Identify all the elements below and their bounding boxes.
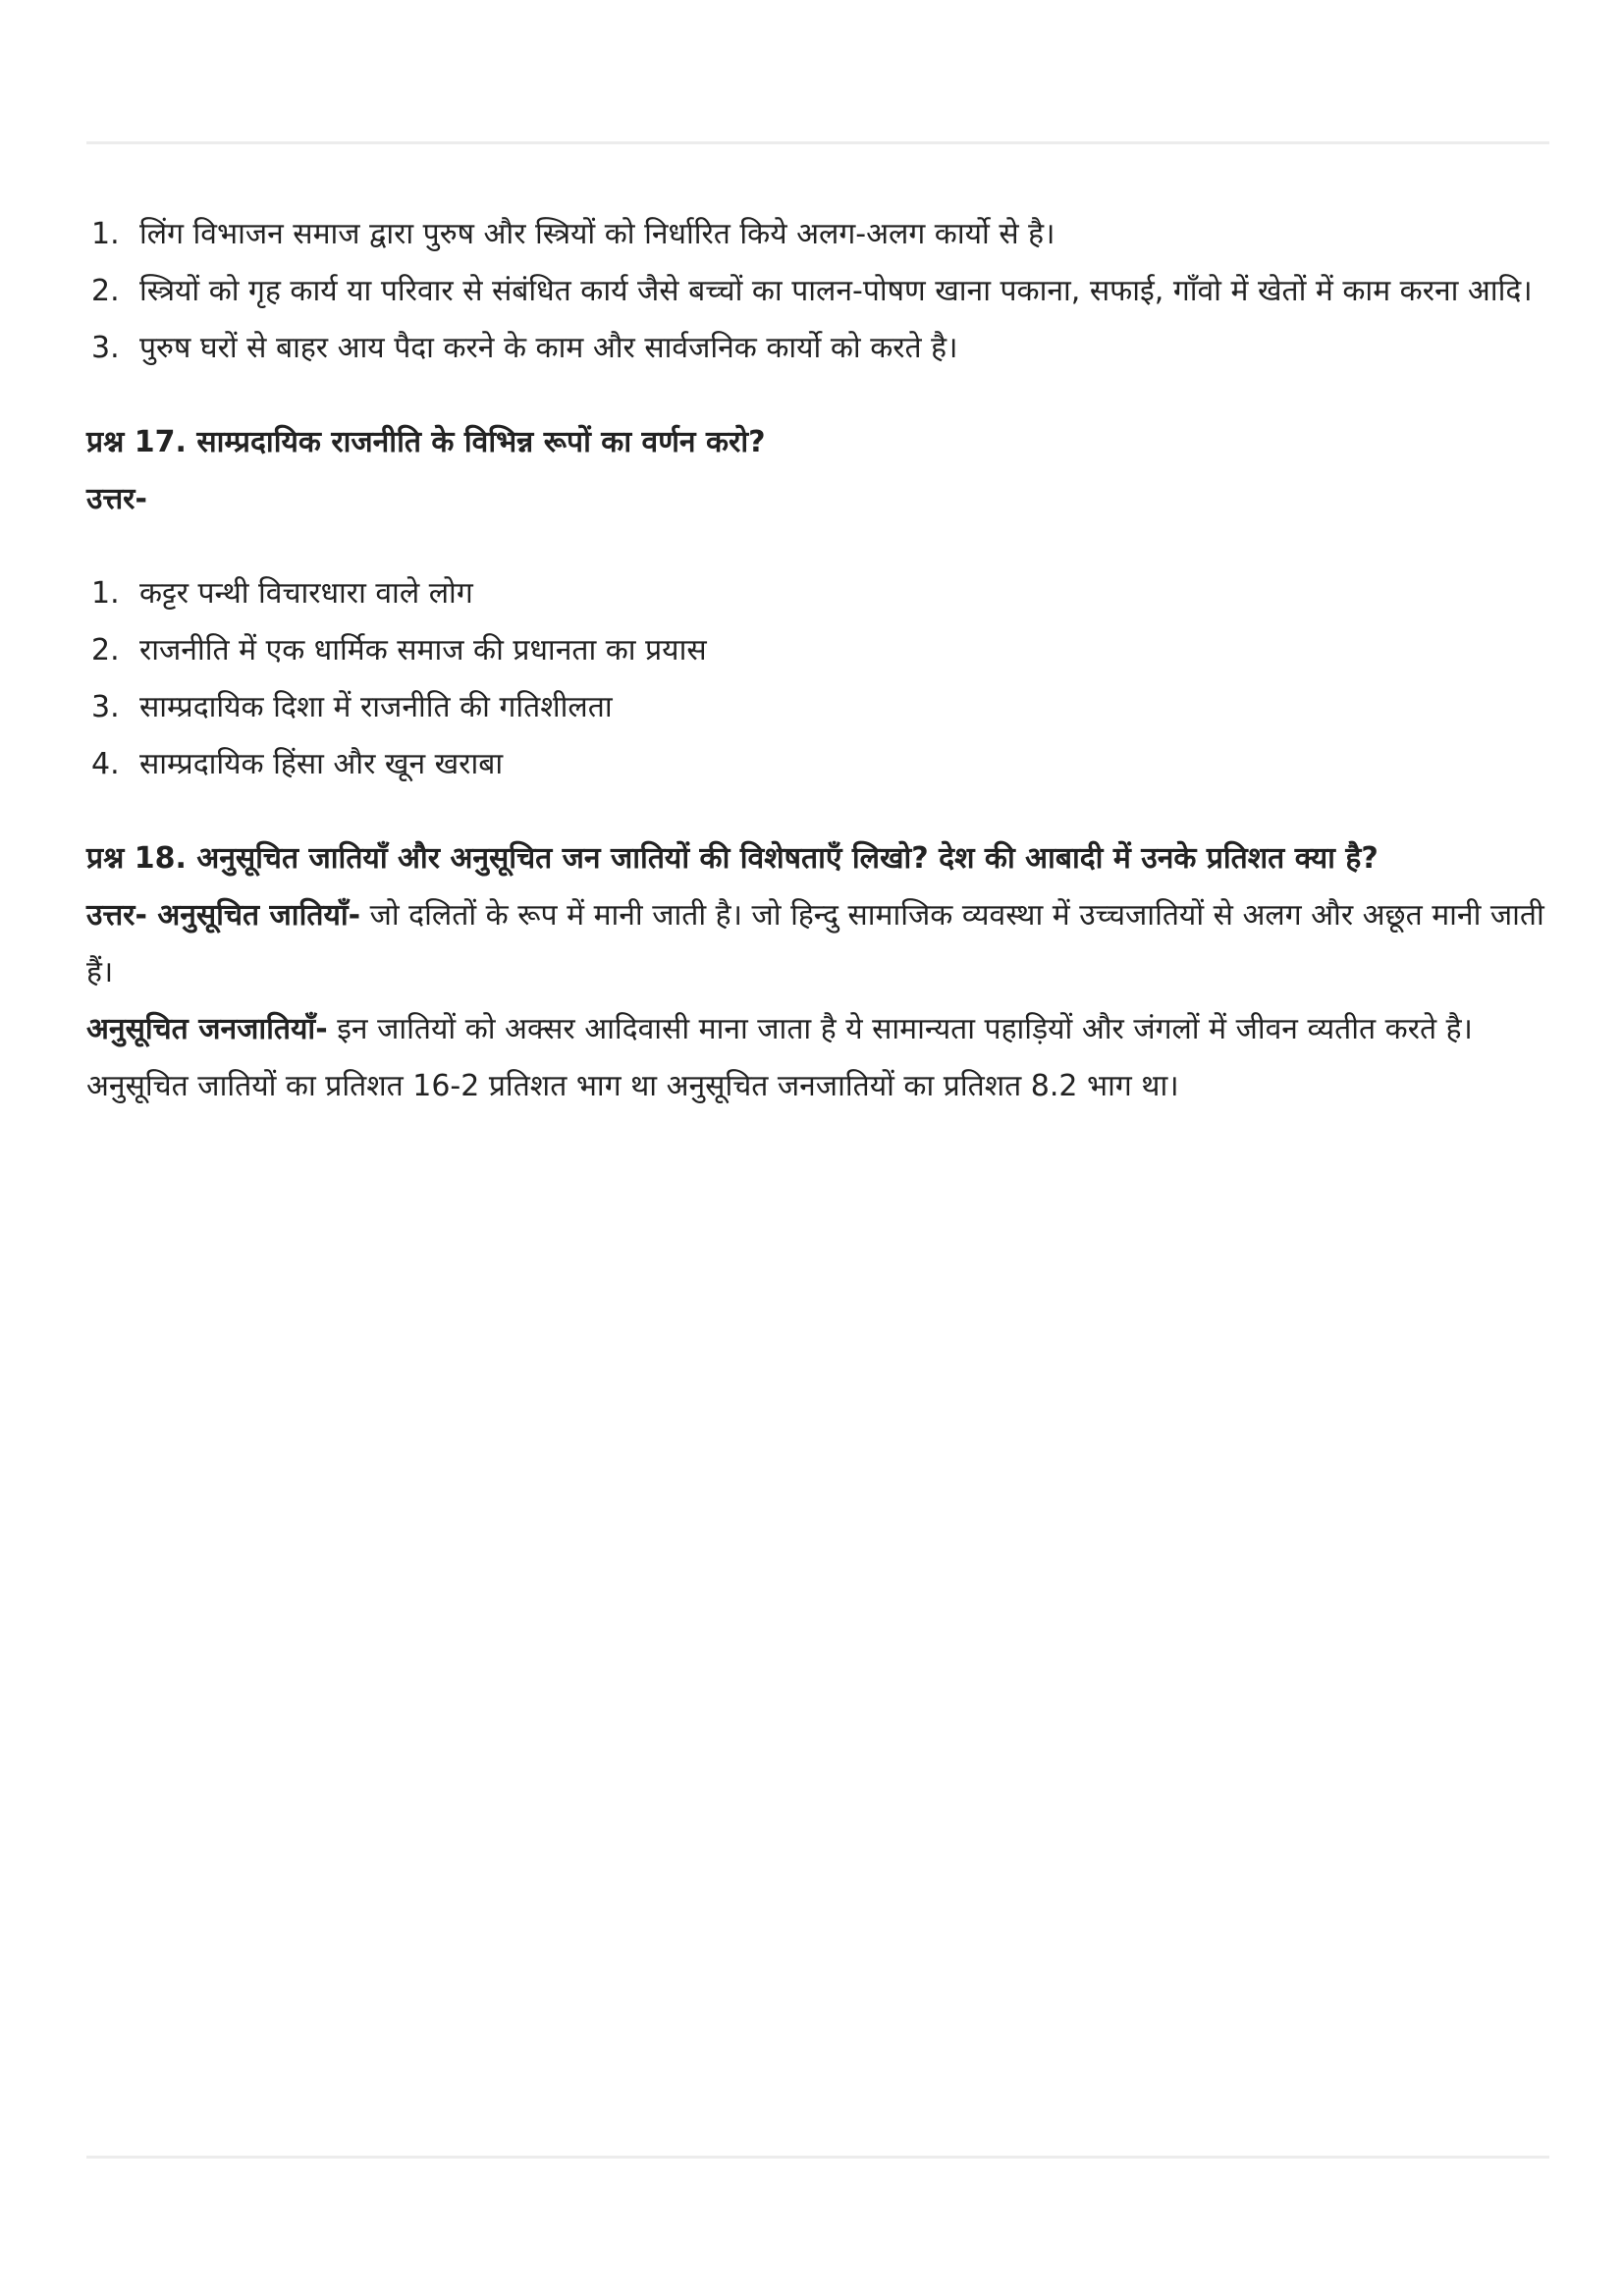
question-18-answer-paragraph-2 xyxy=(86,1001,1549,1115)
question-18-answer-paragraph-1 xyxy=(86,887,1549,1001)
question-18-block xyxy=(86,830,1549,1115)
list-item-text: साम्प्रदायिक हिंसा और खून खराबा xyxy=(139,747,504,781)
list-item-text: साम्प्रदायिक दिशा में राजनीति की गतिशीलता xyxy=(139,690,613,724)
list-item xyxy=(86,736,1549,793)
top-divider xyxy=(86,141,1549,144)
question-17-block xyxy=(86,414,1549,793)
list-item xyxy=(86,679,1549,736)
list-number: 3. xyxy=(91,690,120,724)
list-number: 3. xyxy=(91,331,120,365)
list-item xyxy=(86,263,1549,320)
list-item xyxy=(86,622,1549,679)
question-17-answer-label: उत्तर- xyxy=(86,482,147,516)
list-item-text: राजनीति में एक धार्मिक समाज की प्रधानता का प्रयास xyxy=(139,633,707,667)
question-18-heading: प्रश्न 18. अनुसूचित जातियाँ और अनुसूचित जन जातियों की विशेषताएँ लिखो? देश की आबादी में उनके प्रतिशत क्या है? xyxy=(86,841,1379,876)
list-item xyxy=(86,565,1549,622)
list-number: 1. xyxy=(91,576,120,611)
document-body xyxy=(86,206,1549,1115)
answer-text: इन जातियों को अक्सर आदिवासी माना जाता है ये सामान्यता पहाड़ियों और जंगलों में जीवन व्यतीत करते है। अनुसूचित जातियों का प्रतिशत 16-2 प्रतिशत भाग था अनुसूचित जनजातियों का प्रतिशत 8.2 भाग था। xyxy=(86,1012,1473,1103)
answer-term-label: उत्तर- अनुसूचित जातियाँ- xyxy=(86,898,361,933)
list-item xyxy=(86,320,1549,377)
list-item-text: पुरुष घरों से बाहर आय पैदा करने के काम और सार्वजनिक कार्यो को करते है। xyxy=(139,331,958,365)
answer-term-label: अनुसूचित जनजातियाँ- xyxy=(86,1012,328,1046)
list-item-text: स्त्रियों को गृह कार्य या परिवार से संबंधित कार्य जैसे बच्चों का पालन-पोषण खाना पकाना, सफाई, गाँवो में खेतों में काम करना आदि। xyxy=(139,274,1533,308)
list-number: 4. xyxy=(91,747,120,781)
bottom-divider xyxy=(86,2156,1549,2159)
list-item xyxy=(86,206,1549,263)
list-item-text: लिंग विभाजन समाज द्वारा पुरुष और स्त्रियों को निर्धारित किये अलग-अलग कार्यो से है। xyxy=(139,217,1055,251)
list-item-text: कट्टर पन्थी विचारधारा वाले लोग xyxy=(139,576,473,611)
question-17-heading: प्रश्न 17. साम्प्रदायिक राजनीति के विभिन्न रूपों का वर्णन करो? xyxy=(86,425,766,459)
answer-text: जो दलितों के रूप में मानी जाती है। जो हिन्दु सामाजिक व्यवस्था में उच्चजातियों से अलग और अछूत मानी जाती हैं। xyxy=(86,898,1544,989)
list-number: 2. xyxy=(91,274,120,308)
list-number: 2. xyxy=(91,633,120,667)
question-17-answer-list xyxy=(86,565,1549,793)
gender-division-list xyxy=(86,206,1549,377)
list-number: 1. xyxy=(91,217,120,251)
